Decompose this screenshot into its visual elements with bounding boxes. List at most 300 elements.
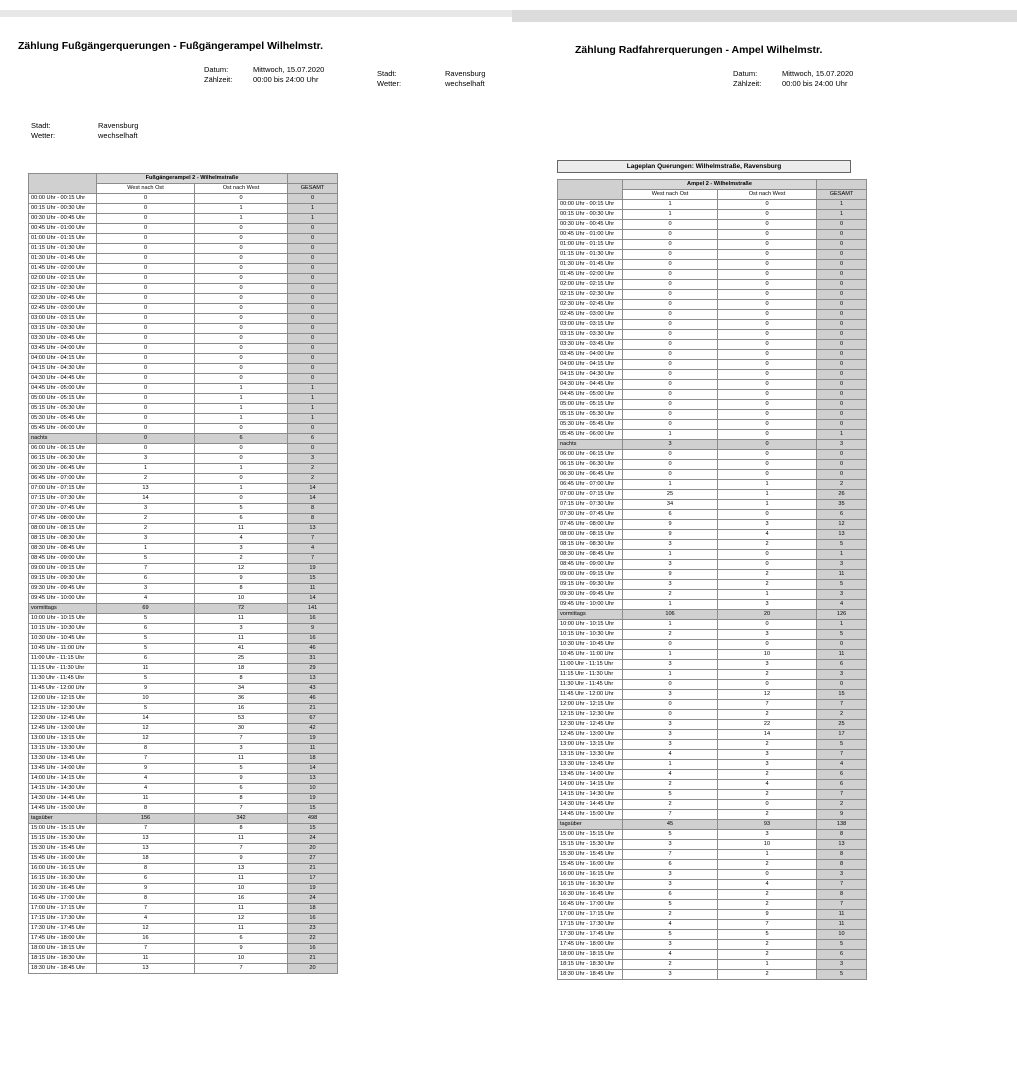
time-interval-cell: 08:30 Uhr - 08:45 Uhr bbox=[558, 550, 623, 560]
west-nach-ost-cell: 3 bbox=[623, 440, 718, 450]
time-interval-cell: 09:15 Uhr - 09:30 Uhr bbox=[558, 580, 623, 590]
west-nach-ost-cell: 3 bbox=[623, 940, 718, 950]
ost-nach-west-cell: 0 bbox=[718, 270, 817, 280]
gesamt-cell: 0 bbox=[817, 230, 867, 240]
gesamt-cell: 12 bbox=[817, 520, 867, 530]
gesamt-cell: 0 bbox=[288, 274, 338, 284]
gesamt-cell: 3 bbox=[817, 560, 867, 570]
gesamt-cell: 8 bbox=[817, 850, 867, 860]
time-interval-cell: 11:00 Uhr - 11:15 Uhr bbox=[29, 654, 97, 664]
table-row bbox=[29, 744, 338, 754]
west-nach-ost-cell: 1 bbox=[623, 650, 718, 660]
ost-nach-west-cell: 2 bbox=[718, 970, 817, 980]
ost-nach-west-cell: 0 bbox=[718, 340, 817, 350]
table-row bbox=[29, 374, 338, 384]
gesamt-cell: 13 bbox=[288, 774, 338, 784]
table-row bbox=[558, 600, 867, 610]
gesamt-cell: 8 bbox=[288, 514, 338, 524]
time-interval-cell: 18:15 Uhr - 18:30 Uhr bbox=[29, 954, 97, 964]
table-row bbox=[558, 750, 867, 760]
ost-nach-west-cell: 4 bbox=[195, 534, 288, 544]
cyclist-table-body bbox=[558, 200, 867, 980]
west-nach-ost-cell: 2 bbox=[623, 960, 718, 970]
ost-nach-west-cell: 93 bbox=[718, 820, 817, 830]
gesamt-cell: 1 bbox=[288, 414, 338, 424]
west-nach-ost-cell: 4 bbox=[623, 750, 718, 760]
gesamt-cell: 0 bbox=[288, 224, 338, 234]
time-interval-cell: 18:15 Uhr - 18:30 Uhr bbox=[558, 960, 623, 970]
cyclist-count-table bbox=[557, 179, 867, 980]
gesamt-cell: 20 bbox=[288, 844, 338, 854]
time-interval-cell: 03:00 Uhr - 03:15 Uhr bbox=[558, 320, 623, 330]
table-row bbox=[29, 854, 338, 864]
time-interval-cell: 17:30 Uhr - 17:45 Uhr bbox=[29, 924, 97, 934]
gesamt-cell: 5 bbox=[817, 940, 867, 950]
ost-nach-west-cell: 0 bbox=[718, 560, 817, 570]
time-interval-cell: 03:15 Uhr - 03:30 Uhr bbox=[29, 324, 97, 334]
time-interval-cell: 17:15 Uhr - 17:30 Uhr bbox=[29, 914, 97, 924]
gesamt-cell: 5 bbox=[817, 540, 867, 550]
ost-nach-west-cell: 0 bbox=[195, 474, 288, 484]
ost-nach-west-cell: 1 bbox=[195, 214, 288, 224]
ost-nach-west-cell: 0 bbox=[718, 870, 817, 880]
table-row bbox=[558, 740, 867, 750]
table-row bbox=[558, 230, 867, 240]
time-interval-cell: 17:45 Uhr - 18:00 Uhr bbox=[29, 934, 97, 944]
time-interval-cell: 03:15 Uhr - 03:30 Uhr bbox=[558, 330, 623, 340]
table-row bbox=[558, 680, 867, 690]
table-row bbox=[29, 404, 338, 414]
west-nach-ost-cell: 0 bbox=[623, 260, 718, 270]
time-interval-cell: 08:45 Uhr - 09:00 Uhr bbox=[558, 560, 623, 570]
west-nach-ost-cell: 3 bbox=[97, 534, 195, 544]
ost-nach-west-cell: 342 bbox=[195, 814, 288, 824]
table-row bbox=[558, 810, 867, 820]
west-nach-ost-cell: 0 bbox=[623, 380, 718, 390]
time-interval-cell: 04:30 Uhr - 04:45 Uhr bbox=[558, 380, 623, 390]
west-nach-ost-cell: 8 bbox=[97, 864, 195, 874]
time-interval-cell: 04:00 Uhr - 04:15 Uhr bbox=[29, 354, 97, 364]
table-row bbox=[29, 244, 338, 254]
datum-value: Mittwoch, 15.07.2020 bbox=[782, 69, 854, 78]
time-interval-cell: 00:45 Uhr - 01:00 Uhr bbox=[29, 224, 97, 234]
zaehlzeit-label: Zählzeit: bbox=[733, 79, 762, 88]
ost-nach-west-cell: 0 bbox=[718, 510, 817, 520]
time-interval-cell: 03:30 Uhr - 03:45 Uhr bbox=[29, 334, 97, 344]
table-row bbox=[558, 240, 867, 250]
west-nach-ost-cell: 0 bbox=[623, 320, 718, 330]
time-interval-cell: 15:00 Uhr - 15:15 Uhr bbox=[29, 824, 97, 834]
time-interval-cell: 08:45 Uhr - 09:00 Uhr bbox=[29, 554, 97, 564]
table-row bbox=[558, 770, 867, 780]
left-page-title: Zählung Fußgängerquerungen - Fußgängerampel Wilhelmstr. bbox=[18, 40, 324, 52]
table-row bbox=[558, 250, 867, 260]
datum-value: Mittwoch, 15.07.2020 bbox=[253, 65, 325, 74]
ost-nach-west-cell: 22 bbox=[718, 720, 817, 730]
col-header-ost-west: Ost nach West bbox=[195, 184, 288, 194]
west-nach-ost-cell: 13 bbox=[97, 964, 195, 974]
table-row bbox=[558, 950, 867, 960]
table-row bbox=[558, 460, 867, 470]
datum-label: Datum: bbox=[733, 69, 758, 78]
west-nach-ost-cell: 9 bbox=[97, 684, 195, 694]
table-row bbox=[29, 884, 338, 894]
ost-nach-west-cell: 1 bbox=[718, 850, 817, 860]
west-nach-ost-cell: 0 bbox=[623, 290, 718, 300]
group-header: Ampel 2 - Wilhelmstraße bbox=[623, 180, 817, 190]
gesamt-cell: 7 bbox=[288, 554, 338, 564]
datum-label: Datum: bbox=[204, 65, 229, 74]
west-nach-ost-cell: 4 bbox=[97, 594, 195, 604]
stadt-value: Ravensburg bbox=[445, 69, 486, 78]
table-row bbox=[558, 880, 867, 890]
gesamt-cell: 4 bbox=[288, 544, 338, 554]
gesamt-cell: 0 bbox=[817, 360, 867, 370]
ost-nach-west-cell: 10 bbox=[718, 840, 817, 850]
time-interval-cell: 12:30 Uhr - 12:45 Uhr bbox=[29, 714, 97, 724]
west-nach-ost-cell: 0 bbox=[97, 354, 195, 364]
ost-nach-west-cell: 0 bbox=[718, 330, 817, 340]
gesamt-cell: 0 bbox=[817, 640, 867, 650]
time-interval-cell: 00:45 Uhr - 01:00 Uhr bbox=[558, 230, 623, 240]
table-row bbox=[558, 720, 867, 730]
table-row bbox=[558, 370, 867, 380]
ost-nach-west-cell: 2 bbox=[195, 554, 288, 564]
gesamt-cell: 10 bbox=[817, 930, 867, 940]
west-nach-ost-cell: 1 bbox=[623, 620, 718, 630]
ost-nach-west-cell: 7 bbox=[195, 964, 288, 974]
table-row bbox=[558, 270, 867, 280]
table-row bbox=[558, 930, 867, 940]
west-nach-ost-cell: 9 bbox=[623, 530, 718, 540]
ost-nach-west-cell: 0 bbox=[195, 314, 288, 324]
time-interval-cell: 06:30 Uhr - 06:45 Uhr bbox=[558, 470, 623, 480]
time-interval-cell: 01:30 Uhr - 01:45 Uhr bbox=[558, 260, 623, 270]
gesamt-cell: 0 bbox=[817, 450, 867, 460]
west-nach-ost-cell: 12 bbox=[97, 924, 195, 934]
west-nach-ost-cell: 2 bbox=[623, 780, 718, 790]
ost-nach-west-cell: 11 bbox=[195, 904, 288, 914]
table-row bbox=[558, 560, 867, 570]
table-row bbox=[29, 794, 338, 804]
west-nach-ost-cell: 0 bbox=[623, 250, 718, 260]
table-row bbox=[29, 284, 338, 294]
table-row bbox=[29, 804, 338, 814]
time-interval-cell: 00:15 Uhr - 00:30 Uhr bbox=[29, 204, 97, 214]
time-interval-cell: tagsüber bbox=[558, 820, 623, 830]
ost-nach-west-cell: 0 bbox=[718, 420, 817, 430]
time-interval-cell: 13:45 Uhr - 14:00 Uhr bbox=[558, 770, 623, 780]
gesamt-cell: 42 bbox=[288, 724, 338, 734]
ost-nach-west-cell: 0 bbox=[195, 334, 288, 344]
table-row bbox=[29, 334, 338, 344]
time-interval-cell: 06:45 Uhr - 07:00 Uhr bbox=[29, 474, 97, 484]
time-interval-cell: 07:00 Uhr - 07:15 Uhr bbox=[29, 484, 97, 494]
west-nach-ost-cell: 0 bbox=[623, 460, 718, 470]
table-row bbox=[558, 340, 867, 350]
west-nach-ost-cell: 2 bbox=[623, 590, 718, 600]
time-interval-cell: 00:15 Uhr - 00:30 Uhr bbox=[558, 210, 623, 220]
table-row bbox=[29, 924, 338, 934]
table-row bbox=[29, 494, 338, 504]
table-row bbox=[29, 524, 338, 534]
time-interval-cell: 02:30 Uhr - 02:45 Uhr bbox=[558, 300, 623, 310]
ost-nach-west-cell: 7 bbox=[718, 700, 817, 710]
ost-nach-west-cell: 0 bbox=[195, 324, 288, 334]
west-nach-ost-cell: 2 bbox=[97, 524, 195, 534]
gesamt-cell: 141 bbox=[288, 604, 338, 614]
table-row bbox=[29, 654, 338, 664]
west-nach-ost-cell: 0 bbox=[623, 390, 718, 400]
west-nach-ost-cell: 0 bbox=[97, 424, 195, 434]
table-row bbox=[29, 324, 338, 334]
table-row bbox=[29, 594, 338, 604]
time-interval-cell: 10:30 Uhr - 10:45 Uhr bbox=[29, 634, 97, 644]
time-interval-cell: 06:15 Uhr - 06:30 Uhr bbox=[29, 454, 97, 464]
table-row bbox=[29, 964, 338, 974]
gesamt-cell: 43 bbox=[288, 684, 338, 694]
time-interval-cell: 05:00 Uhr - 05:15 Uhr bbox=[558, 400, 623, 410]
west-nach-ost-cell: 5 bbox=[623, 830, 718, 840]
table-row bbox=[558, 790, 867, 800]
table-row bbox=[29, 354, 338, 364]
table-row bbox=[558, 800, 867, 810]
gesamt-cell: 6 bbox=[817, 510, 867, 520]
gesamt-cell: 0 bbox=[817, 290, 867, 300]
gesamt-cell: 7 bbox=[288, 534, 338, 544]
table-row bbox=[29, 224, 338, 234]
table-row bbox=[558, 710, 867, 720]
ost-nach-west-cell: 0 bbox=[718, 800, 817, 810]
gesamt-cell: 7 bbox=[817, 900, 867, 910]
west-nach-ost-cell: 3 bbox=[623, 540, 718, 550]
table-row bbox=[29, 554, 338, 564]
table-row bbox=[29, 774, 338, 784]
gesamt-cell: 138 bbox=[817, 820, 867, 830]
west-nach-ost-cell: 13 bbox=[97, 484, 195, 494]
gesamt-cell: 19 bbox=[288, 734, 338, 744]
table-row bbox=[29, 564, 338, 574]
west-nach-ost-cell: 2 bbox=[623, 630, 718, 640]
time-interval-cell: 05:15 Uhr - 05:30 Uhr bbox=[29, 404, 97, 414]
west-nach-ost-cell: 0 bbox=[623, 220, 718, 230]
gesamt-cell: 15 bbox=[288, 824, 338, 834]
time-interval-cell: 12:15 Uhr - 12:30 Uhr bbox=[29, 704, 97, 714]
west-nach-ost-cell: 0 bbox=[623, 350, 718, 360]
ost-nach-west-cell: 0 bbox=[195, 344, 288, 354]
west-nach-ost-cell: 9 bbox=[623, 520, 718, 530]
time-interval-cell: 11:30 Uhr - 11:45 Uhr bbox=[29, 674, 97, 684]
time-interval-cell: 01:45 Uhr - 02:00 Uhr bbox=[558, 270, 623, 280]
ost-nach-west-cell: 3 bbox=[718, 600, 817, 610]
ost-nach-west-cell: 8 bbox=[195, 824, 288, 834]
time-interval-cell: 07:30 Uhr - 07:45 Uhr bbox=[29, 504, 97, 514]
gesamt-cell: 1 bbox=[817, 210, 867, 220]
zaehlzeit-value: 00:00 bis 24:00 Uhr bbox=[782, 79, 848, 88]
gesamt-cell: 0 bbox=[817, 320, 867, 330]
ost-nach-west-cell: 5 bbox=[718, 930, 817, 940]
time-interval-cell: 14:15 Uhr - 14:30 Uhr bbox=[29, 784, 97, 794]
table-row bbox=[29, 424, 338, 434]
time-interval-cell: 08:15 Uhr - 08:30 Uhr bbox=[558, 540, 623, 550]
west-nach-ost-cell: 3 bbox=[623, 880, 718, 890]
table-row bbox=[558, 660, 867, 670]
table-row bbox=[29, 544, 338, 554]
time-interval-cell: 17:15 Uhr - 17:30 Uhr bbox=[558, 920, 623, 930]
ost-nach-west-cell: 0 bbox=[195, 424, 288, 434]
time-interval-cell: 07:00 Uhr - 07:15 Uhr bbox=[558, 490, 623, 500]
ost-nach-west-cell: 12 bbox=[718, 690, 817, 700]
ost-nach-west-cell: 1 bbox=[195, 414, 288, 424]
ost-nach-west-cell: 0 bbox=[718, 310, 817, 320]
time-interval-cell: 10:15 Uhr - 10:30 Uhr bbox=[558, 630, 623, 640]
table-row bbox=[558, 850, 867, 860]
gesamt-cell: 0 bbox=[288, 444, 338, 454]
time-interval-cell: 09:00 Uhr - 09:15 Uhr bbox=[29, 564, 97, 574]
time-interval-cell: 16:15 Uhr - 16:30 Uhr bbox=[558, 880, 623, 890]
header-blank-cell bbox=[288, 174, 338, 184]
gesamt-cell: 2 bbox=[817, 800, 867, 810]
gesamt-cell: 0 bbox=[817, 240, 867, 250]
ost-nach-west-cell: 6 bbox=[195, 934, 288, 944]
table-row bbox=[558, 780, 867, 790]
west-nach-ost-cell: 1 bbox=[623, 480, 718, 490]
gesamt-cell: 8 bbox=[817, 890, 867, 900]
ost-nach-west-cell: 1 bbox=[718, 590, 817, 600]
gesamt-cell: 19 bbox=[288, 884, 338, 894]
table-row bbox=[558, 220, 867, 230]
west-nach-ost-cell: 3 bbox=[97, 584, 195, 594]
table-row bbox=[558, 550, 867, 560]
time-interval-cell: 11:15 Uhr - 11:30 Uhr bbox=[558, 670, 623, 680]
gesamt-cell: 0 bbox=[288, 244, 338, 254]
time-interval-cell: 01:00 Uhr - 01:15 Uhr bbox=[558, 240, 623, 250]
ost-nach-west-cell: 0 bbox=[195, 264, 288, 274]
gesamt-cell: 2 bbox=[288, 464, 338, 474]
time-interval-cell: 07:30 Uhr - 07:45 Uhr bbox=[558, 510, 623, 520]
west-nach-ost-cell: 0 bbox=[97, 214, 195, 224]
gesamt-cell: 0 bbox=[288, 344, 338, 354]
ost-nach-west-cell: 0 bbox=[718, 620, 817, 630]
gesamt-cell: 3 bbox=[817, 960, 867, 970]
ost-nach-west-cell: 9 bbox=[195, 574, 288, 584]
ost-nach-west-cell: 20 bbox=[718, 610, 817, 620]
wetter-value: wechselhaft bbox=[445, 79, 485, 88]
west-nach-ost-cell: 7 bbox=[623, 810, 718, 820]
table-row bbox=[558, 410, 867, 420]
west-nach-ost-cell: 0 bbox=[623, 410, 718, 420]
ost-nach-west-cell: 0 bbox=[195, 284, 288, 294]
ost-nach-west-cell: 0 bbox=[718, 470, 817, 480]
table-row bbox=[558, 730, 867, 740]
table-row bbox=[29, 414, 338, 424]
west-nach-ost-cell: 5 bbox=[623, 930, 718, 940]
ost-nach-west-cell: 1 bbox=[195, 384, 288, 394]
time-interval-cell: 12:00 Uhr - 12:15 Uhr bbox=[558, 700, 623, 710]
table-row bbox=[558, 480, 867, 490]
west-nach-ost-cell: 3 bbox=[623, 730, 718, 740]
time-interval-cell: 02:15 Uhr - 02:30 Uhr bbox=[558, 290, 623, 300]
ost-nach-west-cell: 0 bbox=[195, 494, 288, 504]
time-interval-cell: 16:45 Uhr - 17:00 Uhr bbox=[558, 900, 623, 910]
west-nach-ost-cell: 5 bbox=[97, 644, 195, 654]
time-interval-cell: 15:15 Uhr - 15:30 Uhr bbox=[29, 834, 97, 844]
time-interval-cell: 12:30 Uhr - 12:45 Uhr bbox=[558, 720, 623, 730]
ost-nach-west-cell: 6 bbox=[195, 784, 288, 794]
gesamt-cell: 29 bbox=[288, 664, 338, 674]
ost-nach-west-cell: 3 bbox=[718, 830, 817, 840]
time-interval-cell: nachts bbox=[558, 440, 623, 450]
gesamt-cell: 0 bbox=[817, 460, 867, 470]
time-interval-cell: 01:30 Uhr - 01:45 Uhr bbox=[29, 254, 97, 264]
ost-nach-west-cell: 4 bbox=[718, 880, 817, 890]
gesamt-cell: 1 bbox=[817, 620, 867, 630]
gesamt-cell: 24 bbox=[288, 834, 338, 844]
table-row bbox=[29, 194, 338, 204]
ost-nach-west-cell: 11 bbox=[195, 524, 288, 534]
table-row bbox=[29, 934, 338, 944]
left-date-block bbox=[204, 65, 364, 85]
ost-nach-west-cell: 30 bbox=[195, 724, 288, 734]
ost-nach-west-cell: 0 bbox=[195, 234, 288, 244]
gesamt-cell: 2 bbox=[817, 480, 867, 490]
time-interval-cell: 05:00 Uhr - 05:15 Uhr bbox=[29, 394, 97, 404]
west-nach-ost-cell: 1 bbox=[623, 760, 718, 770]
summary-row bbox=[558, 820, 867, 830]
table-row bbox=[558, 400, 867, 410]
ost-nach-west-cell: 10 bbox=[718, 650, 817, 660]
table-row bbox=[558, 890, 867, 900]
time-interval-cell: 14:15 Uhr - 14:30 Uhr bbox=[558, 790, 623, 800]
ost-nach-west-cell: 0 bbox=[718, 680, 817, 690]
gesamt-cell: 16 bbox=[288, 944, 338, 954]
col-header-west-ost: West nach Ost bbox=[97, 184, 195, 194]
time-interval-cell: 12:45 Uhr - 13:00 Uhr bbox=[29, 724, 97, 734]
time-interval-cell: 18:00 Uhr - 18:15 Uhr bbox=[558, 950, 623, 960]
gesamt-cell: 16 bbox=[288, 634, 338, 644]
table-row bbox=[558, 900, 867, 910]
west-nach-ost-cell: 13 bbox=[97, 834, 195, 844]
table-row bbox=[558, 630, 867, 640]
time-interval-cell: 02:45 Uhr - 03:00 Uhr bbox=[558, 310, 623, 320]
ost-nach-west-cell: 14 bbox=[718, 730, 817, 740]
ost-nach-west-cell: 11 bbox=[195, 874, 288, 884]
time-interval-cell: 07:45 Uhr - 08:00 Uhr bbox=[558, 520, 623, 530]
west-nach-ost-cell: 9 bbox=[97, 764, 195, 774]
ost-nach-west-cell: 2 bbox=[718, 950, 817, 960]
ost-nach-west-cell: 18 bbox=[195, 664, 288, 674]
time-interval-cell: 10:45 Uhr - 11:00 Uhr bbox=[29, 644, 97, 654]
ost-nach-west-cell: 2 bbox=[718, 540, 817, 550]
time-interval-cell: 02:00 Uhr - 02:15 Uhr bbox=[558, 280, 623, 290]
west-nach-ost-cell: 0 bbox=[97, 364, 195, 374]
table-row bbox=[29, 864, 338, 874]
west-nach-ost-cell: 0 bbox=[623, 270, 718, 280]
table-row bbox=[29, 894, 338, 904]
west-nach-ost-cell: 0 bbox=[623, 370, 718, 380]
summary-row bbox=[558, 610, 867, 620]
left-page-top-bar bbox=[0, 10, 512, 17]
gesamt-cell: 11 bbox=[288, 584, 338, 594]
west-nach-ost-cell: 0 bbox=[97, 394, 195, 404]
ost-nach-west-cell: 0 bbox=[718, 350, 817, 360]
ost-nach-west-cell: 0 bbox=[195, 444, 288, 454]
ost-nach-west-cell: 10 bbox=[195, 884, 288, 894]
west-nach-ost-cell: 0 bbox=[623, 450, 718, 460]
time-interval-cell: 05:30 Uhr - 05:45 Uhr bbox=[558, 420, 623, 430]
ost-nach-west-cell: 8 bbox=[195, 584, 288, 594]
gesamt-cell: 1 bbox=[817, 550, 867, 560]
